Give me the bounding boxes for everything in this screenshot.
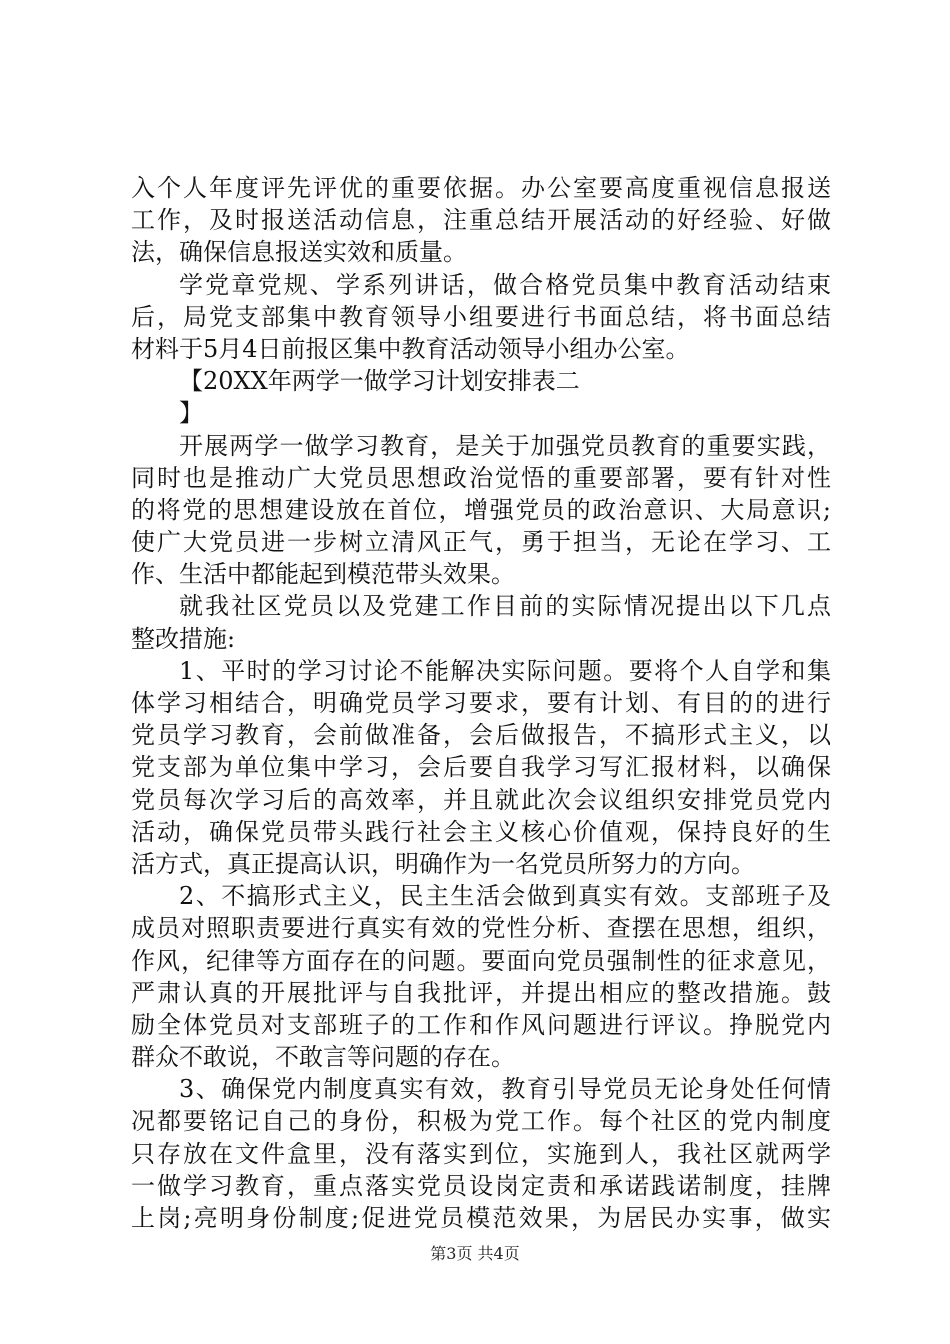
page-number-label: 第3页 共4页 [430, 1244, 520, 1263]
text-line: 后，局党支部集中教育领导小组要进行书面总结，将书面总结 [131, 302, 831, 331]
text-line: 党员学习教育，会前做准备，会后做报告，不搞形式主义，以 [131, 721, 831, 750]
text-line: 体学习相结合，明确党员学习要求，要有计划、有目的的进行 [131, 689, 831, 717]
text-line: 成员对照职责要进行真实有效的党性分析、查摆在思想，组织， [131, 914, 831, 943]
text-line: 只存放在文件盒里，没有落实到位，实施到人，我社区就两学 [131, 1139, 831, 1168]
paragraph-first-line: 1、平时的学习讨论不能解决实际问题。要将个人自学和集 [179, 656, 831, 685]
paragraph-first-line: 学党章党规、学系列讲话，做合格党员集中教育活动结束 [179, 270, 831, 299]
text-line: 党支部为单位集中学习，会后要自我学习写汇报材料，以确保 [131, 753, 831, 782]
text-line: 一做学习教育，重点落实党员设岗定责和承诺践诺制度，挂牌 [131, 1171, 831, 1200]
text-line: 活动，确保党员带头践行社会主义核心价值观，保持良好的生 [131, 817, 831, 846]
text-line: 群众不敢说，不敢言等问题的存在。 [131, 1043, 515, 1072]
text-line: 入个人年度评先评优的重要依据。办公室要高度重视信息报送 [131, 174, 831, 202]
text-line: 同时也是推动广大党员思想政治觉悟的重要部署，要有针对性 [131, 463, 831, 492]
page-footer [0, 1244, 950, 1264]
text-line: 严肃认真的开展批评与自我批评，并提出相应的整改措施。鼓 [131, 978, 831, 1007]
text-line: 况都要铭记自己的身份，积极为党工作。每个社区的党内制度 [131, 1107, 831, 1136]
section-heading: 【20XX年两学一做学习计划安排表二 [179, 367, 580, 396]
text-line: 党员每次学习后的高效率，并且就此次会议组织安排党员党内 [131, 785, 831, 814]
text-line: 上岗;亮明身份制度;促进党员模范效果，为居民办实事，做实 [131, 1204, 831, 1232]
text-line: 活方式，真正提高认识，明确作为一名党员所努力的方向。 [131, 849, 755, 878]
document-body [131, 172, 831, 1234]
text-line: 作风，纪律等方面存在的问题。要面向党员强制性的征求意见， [131, 946, 831, 975]
text-line: 工作，及时报送活动信息，注重总结开展活动的好经验、好做 [131, 206, 831, 235]
text-line: 使广大党员进一步树立清风正气，勇于担当，无论在学习、工 [131, 528, 831, 557]
paragraph-first-line: 开展两学一做学习教育，是关于加强党员教育的重要实践， [179, 431, 831, 460]
text-line: 励全体党员对支部班子的工作和作风问题进行评议。挣脱党内 [131, 1010, 831, 1039]
text-line: 材料于5月4日前报区集中教育活动领导小组办公室。 [131, 334, 690, 363]
paragraph-first-line: 3、确保党内制度真实有效，教育引导党员无论身处任何情 [179, 1075, 831, 1104]
section-heading-bracket: 】 [179, 399, 203, 428]
text-line: 整改措施: [131, 624, 236, 653]
paragraph-first-line: 2、不搞形式主义，民主生活会做到真实有效。支部班子及 [179, 882, 831, 911]
text-line: 法，确保信息报送实效和质量。 [131, 238, 467, 267]
paragraph-first-line: 就我社区党员以及党建工作目前的实际情况提出以下几点 [179, 592, 831, 621]
text-line: 作、生活中都能起到模范带头效果。 [131, 560, 515, 589]
text-line: 的将党的思想建设放在首位，增强党员的政治意识、大局意识; [131, 495, 831, 524]
